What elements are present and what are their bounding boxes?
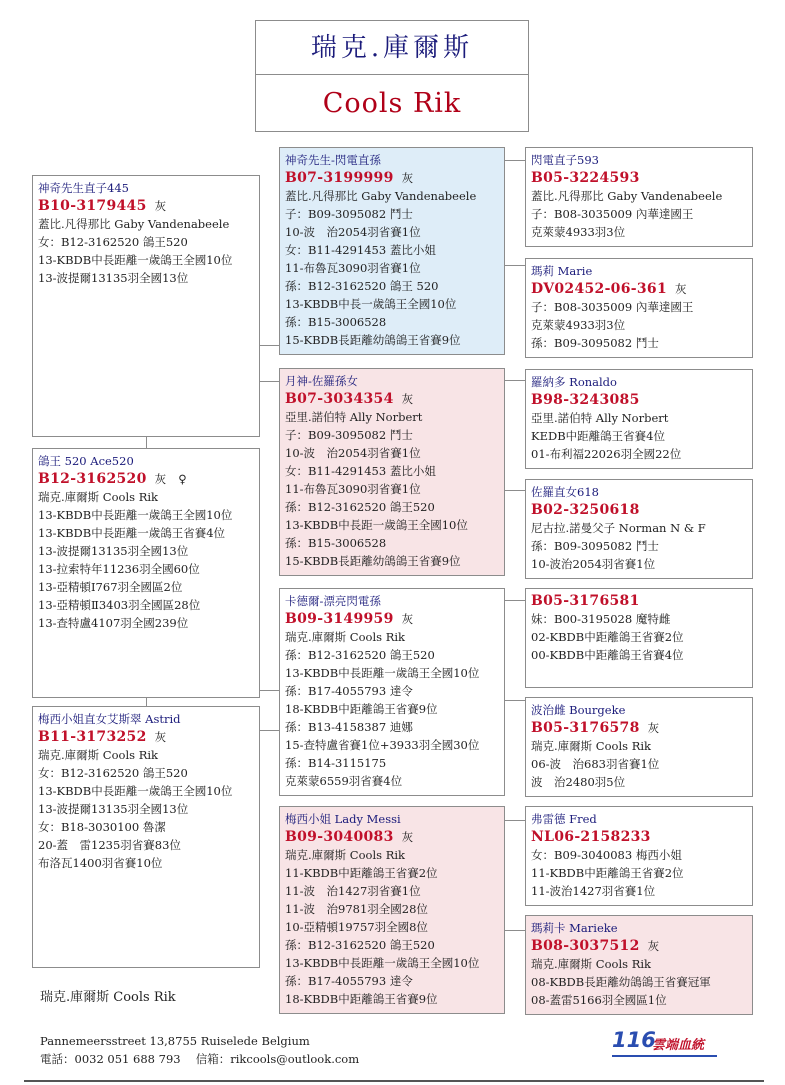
ring-number: B08-3037512 [531,938,640,954]
bird-detail: 11-KBDB中距離鴿王省賽2位 [285,866,438,880]
pedigree-box-gen3-8 [525,915,753,1015]
footer-divider [24,1080,764,1082]
ring-number-line [38,728,255,746]
bird-detail: 13-查特盧4107羽全國239位 [38,616,189,630]
ring-number-line [38,470,255,488]
bird-color: 灰 [401,612,414,626]
bird-detail: 女：B11-4291453 蓋比小姐 [285,464,436,478]
bird-detail: 13-KBDB中長距離一歲鴿王省賽4位 [38,526,226,540]
bird-detail: 布洛瓦1400羽省賽10位 [38,856,163,870]
ring-number-line [285,828,500,846]
bird-detail: 18-KBDB中距離鴿王省賽9位 [285,992,438,1006]
bird-detail: 孫：B09-3095082 鬥士 [531,539,659,553]
pedigree-box-gen2-4 [279,806,505,1014]
bird-detail: 11-KBDB中距離鴿王省賽2位 [531,866,684,880]
bird-name: 瑪莉 Marie [531,264,593,278]
bird-detail: 孫：B12-3162520 鴿王520 [285,648,435,662]
bird-detail: 克萊蒙6559羽省賽4位 [285,774,403,788]
bird-detail: 11-波 治1427羽省賽1位 [285,884,421,898]
bird-detail: 13-波提爾13135羽全國13位 [38,271,189,285]
bird-detail: 08-蓋雷5166羽全國區1位 [531,993,667,1007]
bird-detail: 克萊蒙4933羽3位 [531,225,626,239]
ring-number-line [285,169,500,187]
pedigree-box-gen1-2 [32,448,260,698]
bird-detail: 孫：B17-4055793 達令 [285,974,413,988]
bird-name: 閃電直子593 [531,153,599,167]
bird-detail: 波 治2480羽5位 [531,775,626,789]
bird-color: 灰 [647,939,660,953]
ring-number: NL06-2158233 [531,829,651,845]
bird-detail: 06-波 治683羽省賽1位 [531,757,660,771]
bird-detail: 瑞克.庫爾斯 Cools Rik [38,748,158,762]
bird-color: 灰 [401,171,414,185]
connector-line [260,730,279,731]
bird-color: 灰 [675,282,687,296]
bird-color: 灰 [401,830,414,844]
bird-name: 鴿王 520 Ace520 [38,454,134,468]
bird-name: 羅納多 Ronaldo [531,375,617,389]
pedigree-box-gen1-1 [32,175,260,437]
connector-line [260,690,279,691]
bird-detail: 10-波 治2054羽省賽1位 [285,225,421,239]
ring-number: B02-3250618 [531,502,640,518]
pedigree-box-gen2-3 [279,588,505,796]
bird-name: 卡德爾-漂亮閃電孫 [285,594,381,608]
bird-detail: 孫：B14-3115175 [285,756,387,770]
ring-number: B11-3173252 [38,729,147,745]
bird-detail: 18-KBDB中距離鴿王省賽9位 [285,702,438,716]
bird-name: 波治雌 Bourgeke [531,703,626,717]
connector-line [505,930,525,931]
pedigree-box-gen2-1 [279,147,505,355]
bird-detail: 孫：B15-3006528 [285,536,387,550]
connector-line [505,380,525,381]
pedigree-box-gen3-6 [525,697,753,797]
ring-number-line [531,391,748,409]
bird-detail: 孫：B13-4158387 迪娜 [285,720,413,734]
ring-number-line [531,937,748,955]
connector-line [146,698,147,706]
bird-detail: 瑞克.庫爾斯 Cools Rik [285,848,405,862]
bird-detail: 孫：B12-3162520 鴿王520 [285,938,435,952]
ring-number-line [531,828,748,846]
bird-detail: KEDB中距離鴿王省賽4位 [531,429,665,443]
bird-name: 神奇先生直子445 [38,181,129,195]
bird-color: 灰 ♀ [154,472,187,486]
connector-line [505,160,525,161]
bird-detail: 13-亞精頓Ⅰ767羽全國區2位 [38,580,183,594]
bird-detail: 孫：B09-3095082 鬥士 [531,336,659,350]
connector-line [146,437,147,448]
ring-number-line [531,501,748,519]
bird-detail: 瑞克.庫爾斯 Cools Rik [38,490,158,504]
bird-name: 梅西小姐 Lady Messi [285,812,401,826]
bird-detail: 13-KBDB中長距離一歲鴿王全國10位 [38,784,233,798]
connector-line [260,381,279,382]
bird-detail: 克萊蒙4933羽3位 [531,318,626,332]
bird-color: 灰 [154,730,167,744]
bird-detail: 11-波治1427羽省賽1位 [531,884,656,898]
ring-number: B07-3199999 [285,170,394,186]
ring-number: B05-3176578 [531,720,640,736]
bird-detail: 13-拉索特年11236羽全國60位 [38,562,200,576]
bird-detail: 13-KBDB中長距一歲鴿王全國10位 [285,518,468,532]
pedigree-box-gen3-4 [525,479,753,579]
bird-detail: 02-KBDB中距離鴿王省賽2位 [531,630,684,644]
ring-number-line [531,169,748,187]
bird-detail: 子：B08-3035009 內華達國王 [531,207,694,221]
logo-underline [612,1055,717,1057]
bird-detail: 11-布魯瓦3090羽省賽1位 [285,482,421,496]
logo-number: 116 [612,1028,656,1052]
bird-detail: 蓋比.凡得那比 Gaby Vandenabeele [531,189,723,203]
bird-detail: 00-KBDB中距離鴿王省賽4位 [531,648,684,662]
bird-detail: 女：B09-3040083 梅西小姐 [531,848,682,862]
page-title-chinese: 瑞克.庫爾斯 [255,20,529,74]
bird-detail: 孫：B17-4055793 達令 [285,684,413,698]
bird-detail: 08-KBDB長距離幼鴿鴿王省賽冠軍 [531,975,711,989]
owner-address: Pannemeersstreet 13,8755 Ruiselede Belgium [40,1034,310,1048]
bird-detail: 蓋比.凡得那比 Gaby Vandenabeele [285,189,477,203]
pedigree-box-gen3-7 [525,806,753,906]
ring-number: B07-3034354 [285,391,394,407]
bird-detail: 妹：B00-3195028 魔特雌 [531,612,671,626]
bird-detail: 15-KBDB長距離幼鴿鴿王省賽9位 [285,554,461,568]
bird-detail: 亞里.諾伯特 Ally Norbert [531,411,669,425]
bird-detail: 13-波提爾13135羽全國13位 [38,802,189,816]
bird-detail: 13-KBDB中長距離一歲鴿王全國10位 [285,666,480,680]
bird-detail: 瑞克.庫爾斯 Cools Rik [531,957,651,971]
bird-detail: 孫：B12-3162520 鴿王520 [285,500,435,514]
bird-detail: 瑞克.庫爾斯 Cools Rik [285,630,405,644]
bird-detail: 15-KBDB長距離幼鴿鴿王省賽9位 [285,333,461,347]
bird-detail: 子：B09-3095082 鬥士 [285,428,413,442]
pedigree-box-gen3-3 [525,369,753,469]
bird-detail: 13-KBDB中長距離一歲鴿王全國10位 [38,253,233,267]
connector-line [505,600,525,601]
ring-number: B05-3176581 [531,593,640,609]
bird-detail: 子：B08-3035009 內華達國王 [531,300,694,314]
bird-detail: 13-KBDB中長距離一歲鴿王全國10位 [285,956,480,970]
pedigree-box-gen2-2 [279,368,505,576]
connector-line [505,490,525,491]
ring-number-line [38,197,255,215]
bird-detail: 瑞克.庫爾斯 Cools Rik [531,739,651,753]
bird-detail: 13-KBDB中長距離一歲鴿王全國10位 [38,508,233,522]
bird-detail: 尼古拉.諾曼父子 Norman N & F [531,521,706,535]
bird-detail: 10-亞精頓19757羽全國8位 [285,920,428,934]
bird-detail: 女：B12-3162520 鴿王520 [38,766,188,780]
bird-name: 梅西小姐直女艾斯翠 Astrid [38,712,181,726]
bird-name: 佐羅直女618 [531,485,599,499]
page-title-english: Cools Rik [255,74,529,132]
bird-detail: 13-KBDB中長一歲鴿王全國10位 [285,297,457,311]
bird-detail: 20-蓋 雷1235羽省賽83位 [38,838,181,852]
bird-detail: 亞里.諾伯特 Ally Norbert [285,410,423,424]
bird-detail: 10-波治2054羽省賽1位 [531,557,656,571]
bird-detail: 子：B09-3095082 鬥士 [285,207,413,221]
ring-number: B10-3179445 [38,198,147,214]
owner-contact: 電話：0032 051 688 793 信箱：rikcools@outlook.com [40,1052,360,1066]
bird-detail: 女：B12-3162520 鴿王520 [38,235,188,249]
bird-detail: 15-查特盧省賽1位+3933羽全國30位 [285,738,480,752]
ring-number: B98-3243085 [531,392,640,408]
ring-number: B05-3224593 [531,170,640,186]
bird-detail: 01-布利福22026羽全國22位 [531,447,682,461]
pedigree-box-gen3-2 [525,258,753,358]
bird-name: 神奇先生-閃電直孫 [285,153,381,167]
site-logo [612,1028,722,1058]
connector-line [260,345,279,346]
bird-detail: 蓋比.凡得那比 Gaby Vandenabeele [38,217,230,231]
bird-name: 瑪莉卡 Marieke [531,921,618,935]
ring-number: B09-3040083 [285,829,394,845]
ring-number-line [531,280,748,298]
logo-text: 雲端血統 [652,1038,705,1053]
bird-detail: 女：B11-4291453 蓋比小姐 [285,243,436,257]
pedigree-box-gen3-1 [525,147,753,247]
bird-detail: 10-波 治2054羽省賽1位 [285,446,421,460]
bird-detail: 11-布魯瓦3090羽省賽1位 [285,261,421,275]
bird-detail: 13-亞精頓Ⅱ3403羽全國區28位 [38,598,201,612]
bird-detail: 13-波提爾13135羽全國13位 [38,544,189,558]
ring-number-line [531,719,748,737]
pedigree-box-gen3-5 [525,588,753,688]
bird-detail: 11-波 治9781羽全國28位 [285,902,428,916]
bird-color: 灰 [647,721,660,735]
bird-name: 弗雷德 Fred [531,812,597,826]
bird-detail: 女：B18-3030100 魯潔 [38,820,166,834]
ring-number-line [285,610,500,628]
bird-color: 灰 [401,392,414,406]
ring-number: B09-3149959 [285,611,394,627]
connector-line [505,820,525,821]
ring-number-line [531,592,748,610]
owner-name: 瑞克.庫爾斯 Cools Rik [40,990,176,1005]
ring-number-line [285,390,500,408]
bird-name: 月神-佐羅孫女 [285,374,358,388]
bird-color: 灰 [154,199,167,213]
bird-detail: 孫：B15-3006528 [285,315,387,329]
bird-detail: 孫：B12-3162520 鴿王 520 [285,279,439,293]
connector-line [505,265,525,266]
ring-number: DV02452-06-361 [531,281,667,297]
pedigree-box-gen1-3 [32,706,260,968]
ring-number: B12-3162520 [38,471,147,487]
connector-line [505,700,525,701]
